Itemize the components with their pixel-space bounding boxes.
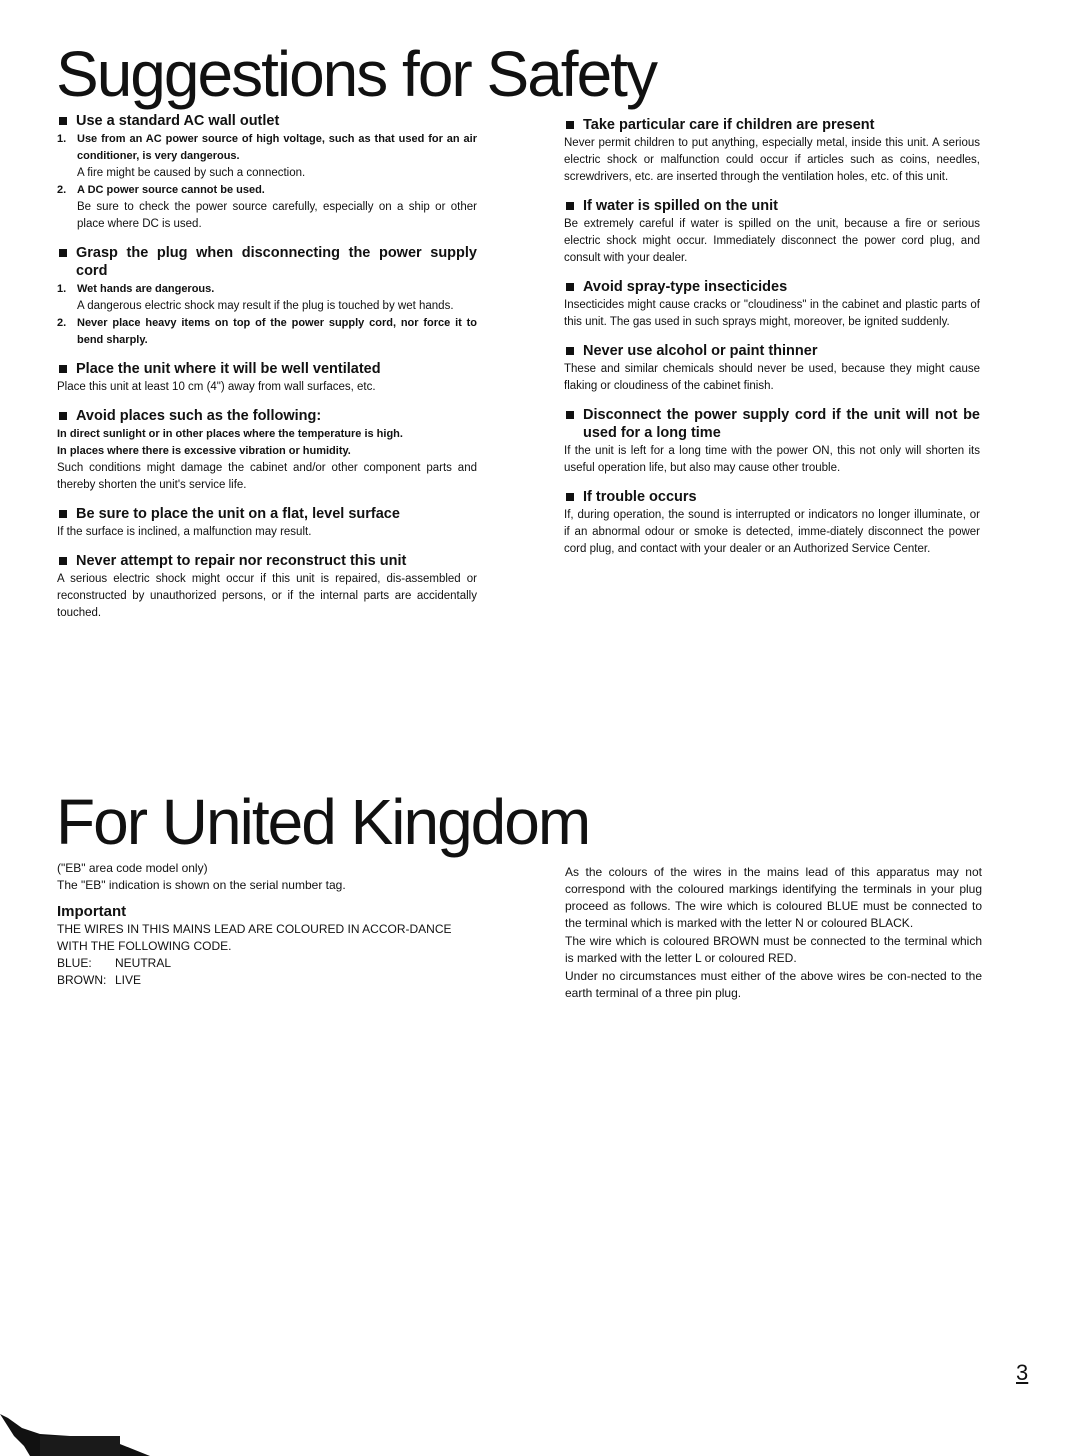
section-warning: In direct sunlight or in other places where the temperature is high. (57, 428, 403, 440)
section-heading: Never use alcohol or paint thinner (583, 343, 818, 359)
safety-right-column (564, 116, 980, 569)
section-heading: Avoid spray-type insecticides (583, 279, 788, 295)
section-warning: In places where there is excessive vibration or humidity. (57, 445, 351, 457)
section-text: These and similar chemicals should never be used, because they might cause flaking or cloudiness of the cabinet finish. (564, 363, 980, 392)
section-ventilated (57, 360, 477, 396)
section-disconnect (564, 406, 980, 477)
item-text: Be sure to check the power source carefully, especially on a ship or other place where DC is used. (77, 201, 477, 230)
item-text: A fire might be caused by such a connection. (77, 167, 306, 179)
section-heading: Use a standard AC wall outlet (76, 113, 280, 129)
wiring-instructions: The wire which is coloured BROWN must be connected to the terminal which is marked with the letter L or coloured RED. (565, 934, 982, 965)
section-grasp-plug (57, 244, 477, 349)
section-text: If the surface is inclined, a malfunction may result. (57, 526, 312, 538)
section-text: Be extremely careful if water is spilled on the unit, because a fire or serious electric shock might occur. Immediately disconnect the power cord plug, and consult with your dealer. (564, 218, 980, 264)
wire-label: BLUE: (57, 956, 92, 970)
section-heading: Take particular care if children are present (583, 117, 875, 133)
wiring-instructions: As the colours of the wires in the mains lead of this apparatus may not correspond with the coloured markings identifying the terminals in your plug proceed as follows. The wire which is coloured BLUE must be connected to the terminal which is marked with the letter N or coloured BLACK. (565, 865, 982, 930)
wire-code-row (57, 955, 477, 972)
wiring-instructions: Under no circumstances must either of the above wires be con-nected to the earth terminal of a three pin plug. (565, 969, 982, 1000)
wire-code-row (57, 972, 477, 989)
item-warning: A DC power source cannot be used. (77, 184, 265, 196)
item-number: 2. (57, 184, 67, 196)
square-bullet-icon (566, 202, 574, 210)
list-item (57, 182, 477, 233)
item-warning: Wet hands are dangerous. (77, 283, 215, 295)
section-ac-outlet (57, 112, 477, 233)
scan-smudge-icon (0, 1414, 150, 1456)
square-bullet-icon (59, 510, 67, 518)
safety-left-column (57, 112, 477, 633)
area-code-note: ("EB" area code model only) (57, 861, 208, 875)
eb-indication-note: The "EB" indication is shown on the serial number tag. (57, 878, 346, 892)
square-bullet-icon (59, 557, 67, 565)
item-warning: Use from an AC power source of high voltage, such as that used for an air conditioner, is very dangerous. (77, 133, 477, 162)
section-level-surface (57, 505, 477, 541)
section-heading: Avoid places such as the following: (76, 408, 322, 424)
item-number: 2. (57, 317, 67, 329)
square-bullet-icon (566, 121, 574, 129)
section-trouble (564, 488, 980, 558)
section-heading: If water is spilled on the unit (583, 198, 778, 214)
section-heading: Place the unit where it will be well ventilated (76, 361, 381, 377)
wires-notice: THE WIRES IN THIS MAINS LEAD ARE COLOURED IN ACCOR-DANCE WITH THE FOLLOWING CODE. (57, 922, 452, 953)
section-text: If, during operation, the sound is interrupted or indicators no longer illuminate, or if an abnormal odour or smoke is detected, imme-diately disconnect the power cord plug, and contact with your dealer or an Authorized Service Center. (564, 509, 980, 555)
square-bullet-icon (59, 365, 67, 373)
square-bullet-icon (566, 347, 574, 355)
section-heading: Grasp the plug when disconnecting the power supply cord (76, 245, 477, 279)
uk-right-column (565, 864, 982, 1003)
section-water (564, 197, 980, 267)
section-insecticides (564, 278, 980, 331)
wire-value: LIVE (115, 973, 142, 987)
item-number: 1. (57, 283, 67, 295)
section-text: Such conditions might damage the cabinet and/or other component parts and thereby shorten the unit's service life. (57, 462, 477, 491)
list-item (57, 315, 477, 349)
list-item (57, 281, 477, 315)
uk-title: For United Kingdom (56, 786, 590, 858)
section-heading: Be sure to place the unit on a flat, level surface (76, 506, 400, 522)
square-bullet-icon (566, 283, 574, 291)
square-bullet-icon (59, 117, 67, 125)
item-number: 1. (57, 133, 67, 145)
item-text: A dangerous electric shock may result if the plug is touched by wet hands. (77, 300, 454, 312)
section-children (564, 116, 980, 186)
section-text: Never permit children to put anything, especially metal, inside this unit. A serious electric shock or malfunction could occur if articles such as coins, needles, screwdrivers, etc. are inserted through the ventilation holes, etc. of this unit. (564, 137, 980, 183)
safety-title: Suggestions for Safety (56, 38, 656, 110)
section-avoid-places (57, 407, 477, 494)
section-repair (57, 552, 477, 622)
page-number: 3 (1016, 1360, 1029, 1385)
item-warning: Never place heavy items on top of the power supply cord, nor force it to bend sharply. (77, 317, 477, 346)
wire-label: BROWN: (57, 973, 107, 987)
square-bullet-icon (566, 411, 574, 419)
section-heading: Disconnect the power supply cord if the unit will not be used for a long time (583, 407, 980, 441)
section-text: Place this unit at least 10 cm (4") away from wall surfaces, etc. (57, 381, 376, 393)
square-bullet-icon (59, 249, 67, 257)
important-heading: Important (57, 903, 127, 920)
list-item (57, 131, 477, 182)
section-text: Insecticides might cause cracks or "cloudiness" in the cabinet and plastic parts of this unit. The gas used in such sprays might, moreover, be ignited suddenly. (564, 299, 980, 328)
section-text: A serious electric shock might occur if this unit is repaired, dis-assembled or reconstructed by unauthorized persons, or if the internal parts are accidentally touched. (57, 573, 477, 619)
square-bullet-icon (59, 412, 67, 420)
square-bullet-icon (566, 493, 574, 501)
section-heading: Never attempt to repair nor reconstruct this unit (76, 553, 407, 569)
uk-left-column (57, 860, 477, 989)
wire-value: NEUTRAL (115, 956, 172, 970)
section-heading: If trouble occurs (583, 489, 697, 505)
section-alcohol (564, 342, 980, 395)
section-text: If the unit is left for a long time with the power ON, this not only will shorten its useful operation life, but also may cause other trouble. (564, 445, 980, 474)
